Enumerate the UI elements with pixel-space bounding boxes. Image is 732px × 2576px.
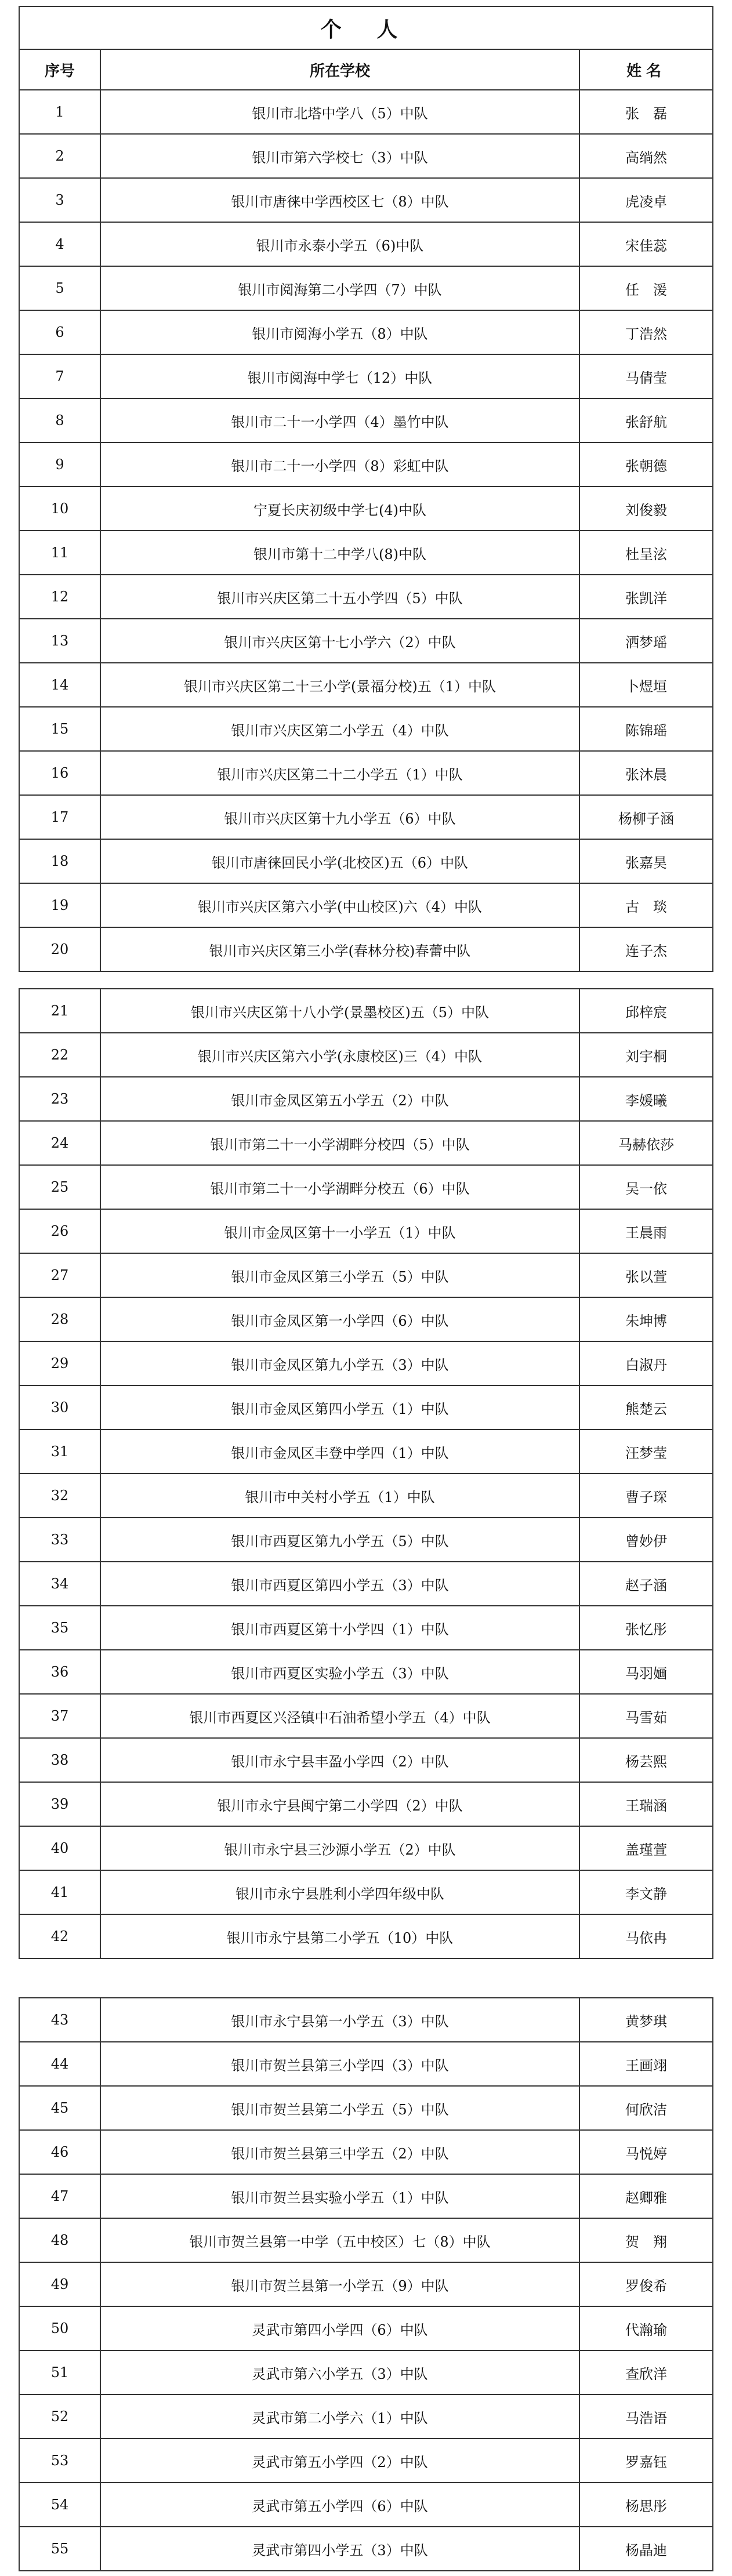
name-cell: 熊楚云 [625, 1401, 667, 1417]
name-cell: 吴一依 [625, 1180, 667, 1197]
name-cell: 赵卿雅 [625, 2189, 667, 2206]
school-cell: 银川市兴庆区第二小学五（4）中队 [101, 708, 580, 750]
table-row [19, 1210, 713, 1254]
school-cell: 银川市兴庆区第六小学(中山校区)六（4）中队 [101, 884, 580, 927]
table-row [19, 487, 713, 531]
seq-cell: 9 [20, 443, 101, 486]
seq-cell: 54 [20, 2483, 101, 2526]
name-cell: 张舒航 [625, 413, 667, 430]
table-row [19, 2527, 713, 2571]
table-row [19, 443, 713, 487]
seq-cell: 35 [20, 1606, 101, 1649]
table-row [19, 90, 713, 135]
name-cell: 丁浩然 [625, 325, 667, 342]
school-cell: 银川市贺兰县第三中学五（2）中队 [101, 2131, 580, 2174]
seq-cell: 7 [20, 355, 101, 398]
school-cell: 银川市第六学校七（3）中队 [101, 135, 580, 177]
table-row [19, 2131, 713, 2175]
table-row [19, 223, 713, 267]
table-row [19, 884, 713, 928]
table-row [19, 2351, 713, 2395]
name-cell: 马浩语 [625, 2410, 667, 2426]
page-title: 个 人 [19, 7, 713, 50]
table-block-1 [19, 6, 713, 972]
seq-cell: 52 [20, 2395, 101, 2438]
table-row [19, 1871, 713, 1915]
seq-cell: 15 [20, 708, 101, 750]
school-cell: 银川市永宁县闽宁第二小学四（2）中队 [101, 1783, 580, 1826]
name-cell: 汪梦莹 [625, 1445, 667, 1461]
name-cell: 张忆彤 [625, 1621, 667, 1638]
seq-cell: 21 [20, 989, 101, 1032]
school-cell: 灵武市第六小学五（3）中队 [101, 2351, 580, 2394]
table-row [19, 355, 713, 399]
table-row [19, 1430, 713, 1474]
table-row [19, 1606, 713, 1650]
school-cell: 银川市西夏区兴泾镇中石油希望小学五（4）中队 [101, 1695, 580, 1737]
school-cell: 银川市二十一小学四（4）墨竹中队 [101, 399, 580, 442]
name-cell: 张 磊 [625, 105, 667, 122]
table-row [19, 989, 713, 1033]
table-header [19, 50, 713, 90]
table-row [19, 1386, 713, 1430]
table-row [19, 2307, 713, 2351]
school-cell: 银川市阅海第二小学四（7）中队 [101, 267, 580, 310]
table-block-3 [19, 1997, 713, 2571]
table-row [19, 399, 713, 443]
school-cell: 银川市兴庆区第二十二小学五（1）中队 [101, 752, 580, 794]
name-cell: 代瀚瑜 [625, 2321, 667, 2338]
seq-cell: 55 [20, 2527, 101, 2570]
name-cell: 邱梓宸 [625, 1004, 667, 1021]
name-cell: 马赫依莎 [618, 1136, 674, 1153]
table-row [19, 575, 713, 619]
name-cell: 杨柳子涵 [618, 810, 674, 827]
school-cell: 灵武市第四小学五（3）中队 [101, 2527, 580, 2570]
seq-cell: 43 [20, 1998, 101, 2041]
table-row [19, 1783, 713, 1827]
seq-cell: 18 [20, 840, 101, 883]
school-cell: 灵武市第五小学四（6）中队 [101, 2483, 580, 2526]
school-cell: 银川市阅海小学五（8）中队 [101, 311, 580, 354]
seq-cell: 38 [20, 1739, 101, 1782]
name-cell: 张嘉昊 [625, 854, 667, 871]
name-cell: 罗嘉钰 [625, 2454, 667, 2470]
name-cell: 李文静 [625, 1885, 667, 1902]
table-row [19, 2175, 713, 2219]
seq-cell: 44 [20, 2042, 101, 2085]
school-cell: 银川市兴庆区第二十五小学四（5）中队 [101, 575, 580, 618]
name-cell: 马雪茹 [625, 1709, 667, 1726]
school-cell: 灵武市第二小学六（1）中队 [101, 2395, 580, 2438]
school-cell: 银川市金凤区丰登中学四（1）中队 [101, 1430, 580, 1473]
table-row [19, 1998, 713, 2042]
school-cell: 银川市贺兰县第二小学五（5）中队 [101, 2087, 580, 2129]
table-row [19, 531, 713, 575]
name-cell: 洒梦瑶 [625, 634, 667, 651]
header-name: 姓名 [626, 62, 666, 80]
name-cell: 何欣洁 [625, 2101, 667, 2118]
table-row [19, 2263, 713, 2307]
seq-cell: 20 [20, 928, 101, 971]
seq-cell: 2 [20, 135, 101, 177]
table-row [19, 1033, 713, 1077]
table-row [19, 179, 713, 223]
name-cell: 陈锦瑶 [625, 722, 667, 739]
seq-cell: 19 [20, 884, 101, 927]
school-cell: 银川市第二十一小学湖畔分校五（6）中队 [101, 1166, 580, 1209]
name-cell: 罗俊希 [625, 2277, 667, 2294]
name-cell: 连子杰 [625, 942, 667, 959]
seq-cell: 4 [20, 223, 101, 266]
table-row [19, 1915, 713, 1959]
name-cell: 王画翊 [625, 2057, 667, 2074]
name-cell: 张以萱 [625, 1268, 667, 1285]
name-cell: 刘俊毅 [625, 502, 667, 518]
seq-cell: 29 [20, 1342, 101, 1385]
seq-cell: 6 [20, 311, 101, 354]
school-cell: 银川市二十一小学四（8）彩虹中队 [101, 443, 580, 486]
school-cell: 银川市贺兰县实验小学五（1）中队 [101, 2175, 580, 2218]
table-row [19, 708, 713, 752]
name-cell: 马倩莹 [625, 369, 667, 386]
table-row [19, 1827, 713, 1871]
table-row [19, 1518, 713, 1562]
school-cell: 银川市永宁县胜利小学四年级中队 [101, 1871, 580, 1914]
name-cell: 张沐晨 [625, 766, 667, 783]
seq-cell: 46 [20, 2131, 101, 2174]
name-cell: 李媛曦 [625, 1092, 667, 1109]
seq-cell: 28 [20, 1298, 101, 1341]
school-cell: 银川市金凤区第四小学五（1）中队 [101, 1386, 580, 1429]
seq-cell: 31 [20, 1430, 101, 1473]
table-block-2 [19, 988, 713, 1959]
name-cell: 王晨雨 [625, 1224, 667, 1241]
school-cell: 银川市贺兰县第一小学五（9）中队 [101, 2263, 580, 2306]
school-cell: 银川市西夏区第四小学五（3）中队 [101, 1562, 580, 1605]
seq-cell: 10 [20, 487, 101, 530]
table-row [19, 1562, 713, 1606]
school-cell: 银川市金凤区第十一小学五（1）中队 [101, 1210, 580, 1253]
seq-cell: 33 [20, 1518, 101, 1561]
table-row [19, 135, 713, 179]
name-cell: 张凯洋 [625, 590, 667, 607]
school-cell: 银川市金凤区第九小学五（3）中队 [101, 1342, 580, 1385]
seq-cell: 47 [20, 2175, 101, 2218]
seq-cell: 26 [20, 1210, 101, 1253]
seq-cell: 36 [20, 1650, 101, 1693]
seq-cell: 13 [20, 619, 101, 662]
name-cell: 马依冉 [625, 1929, 667, 1946]
school-cell: 银川市第二十一小学湖畔分校四（5）中队 [101, 1122, 580, 1164]
school-cell: 灵武市第五小学四（2）中队 [101, 2439, 580, 2482]
name-cell: 宋佳蕊 [625, 237, 667, 254]
school-cell: 银川市兴庆区第十七小学六（2）中队 [101, 619, 580, 662]
name-cell: 贺 翔 [625, 2233, 667, 2250]
school-cell: 银川市兴庆区第十九小学五（6）中队 [101, 796, 580, 839]
table-row [19, 2395, 713, 2439]
seq-cell: 12 [20, 575, 101, 618]
table-row [19, 1474, 713, 1518]
name-cell: 查欣洋 [625, 2365, 667, 2382]
table-row [19, 1298, 713, 1342]
name-cell: 朱坤博 [625, 1312, 667, 1329]
seq-cell: 48 [20, 2219, 101, 2262]
table-row [19, 2042, 713, 2087]
table-row [19, 1254, 713, 1298]
seq-cell: 37 [20, 1695, 101, 1737]
name-cell: 古 琰 [625, 898, 667, 915]
seq-cell: 39 [20, 1783, 101, 1826]
seq-cell: 11 [20, 531, 101, 574]
seq-cell: 30 [20, 1386, 101, 1429]
header-school: 所在学校 [101, 50, 580, 89]
name-cell: 白淑丹 [625, 1356, 667, 1373]
header-seq: 序号 [20, 50, 101, 89]
school-cell: 银川市西夏区第九小学五（5）中队 [101, 1518, 580, 1561]
school-cell: 宁夏长庆初级中学七(4)中队 [101, 487, 580, 530]
name-cell: 杨思彤 [625, 2498, 667, 2515]
name-cell: 马悦婷 [625, 2145, 667, 2162]
table-row [19, 796, 713, 840]
seq-cell: 5 [20, 267, 101, 310]
school-cell: 银川市北塔中学八（5）中队 [101, 90, 580, 133]
name-cell: 曹子琛 [625, 1489, 667, 1505]
table-row [19, 752, 713, 796]
seq-cell: 3 [20, 179, 101, 222]
school-cell: 银川市永宁县三沙源小学五（2）中队 [101, 1827, 580, 1870]
school-cell: 银川市兴庆区第十八小学(景墨校区)五（5）中队 [101, 989, 580, 1032]
seq-cell: 8 [20, 399, 101, 442]
school-cell: 银川市永宁县丰盈小学四（2）中队 [101, 1739, 580, 1782]
seq-cell: 17 [20, 796, 101, 839]
table-row [19, 840, 713, 884]
school-cell: 银川市唐徕中学西校区七（8）中队 [101, 179, 580, 222]
seq-cell: 49 [20, 2263, 101, 2306]
name-cell: 杨晶迪 [625, 2542, 667, 2559]
seq-cell: 27 [20, 1254, 101, 1297]
school-cell: 银川市金凤区第三小学五（5）中队 [101, 1254, 580, 1297]
seq-cell: 22 [20, 1033, 101, 1076]
seq-cell: 25 [20, 1166, 101, 1209]
name-cell: 高绱然 [625, 149, 667, 166]
school-cell: 银川市兴庆区第二十三小学(景福分校)五（1）中队 [101, 663, 580, 706]
table-row [19, 311, 713, 355]
table-row [19, 1650, 713, 1695]
school-cell: 银川市中关村小学五（1）中队 [101, 1474, 580, 1517]
school-cell: 银川市永宁县第二小学五（10）中队 [101, 1915, 580, 1958]
seq-cell: 42 [20, 1915, 101, 1958]
name-cell: 杨芸熙 [625, 1753, 667, 1770]
seq-cell: 41 [20, 1871, 101, 1914]
name-cell: 杜呈泫 [625, 546, 667, 563]
school-cell: 银川市金凤区第五小学五（2）中队 [101, 1077, 580, 1120]
school-cell: 灵武市第四小学四（6）中队 [101, 2307, 580, 2350]
school-cell: 银川市贺兰县第三小学四（3）中队 [101, 2042, 580, 2085]
table-row [19, 928, 713, 972]
table-row [19, 1342, 713, 1386]
school-cell: 银川市兴庆区第六小学(永康校区)三（4）中队 [101, 1033, 580, 1076]
name-cell: 马羽婳 [625, 1665, 667, 1682]
name-cell: 黄梦琪 [625, 2013, 667, 2030]
school-cell: 银川市永宁县第一小学五（3）中队 [101, 1998, 580, 2041]
seq-cell: 1 [20, 90, 101, 133]
name-cell: 盖瑾萱 [625, 1841, 667, 1858]
name-cell: 任 湲 [625, 281, 667, 298]
table-row [19, 1122, 713, 1166]
seq-cell: 14 [20, 663, 101, 706]
name-cell: 赵子涵 [625, 1577, 667, 1594]
name-cell: 王瑞涵 [625, 1797, 667, 1814]
school-cell: 银川市兴庆区第三小学(春林分校)春蕾中队 [101, 928, 580, 971]
table-row [19, 267, 713, 311]
table-row [19, 2219, 713, 2263]
table-row [19, 1077, 713, 1122]
table-row [19, 663, 713, 708]
school-cell: 银川市贺兰县第一中学（五中校区）七（8）中队 [101, 2219, 580, 2262]
name-cell: 卜煜垣 [625, 678, 667, 695]
seq-cell: 53 [20, 2439, 101, 2482]
table-row [19, 1739, 713, 1783]
seq-cell: 24 [20, 1122, 101, 1164]
seq-cell: 34 [20, 1562, 101, 1605]
school-cell: 银川市唐徕回民小学(北校区)五（6）中队 [101, 840, 580, 883]
school-cell: 银川市永泰小学五（6)中队 [101, 223, 580, 266]
name-cell: 张朝德 [625, 458, 667, 474]
table-row [19, 2439, 713, 2483]
table-row [19, 1166, 713, 1210]
school-cell: 银川市西夏区第十小学四（1）中队 [101, 1606, 580, 1649]
seq-cell: 40 [20, 1827, 101, 1870]
seq-cell: 32 [20, 1474, 101, 1517]
seq-cell: 51 [20, 2351, 101, 2394]
school-cell: 银川市阅海中学七（12）中队 [101, 355, 580, 398]
school-cell: 银川市金凤区第一小学四（6）中队 [101, 1298, 580, 1341]
name-cell: 虎凌卓 [625, 193, 667, 210]
table-row [19, 1695, 713, 1739]
table-row [19, 2483, 713, 2527]
seq-cell: 23 [20, 1077, 101, 1120]
name-cell: 刘宇桐 [625, 1048, 667, 1065]
seq-cell: 45 [20, 2087, 101, 2129]
table-row [19, 619, 713, 663]
table-row [19, 2087, 713, 2131]
seq-cell: 16 [20, 752, 101, 794]
name-cell: 曾妙伊 [625, 1533, 667, 1550]
school-cell: 银川市第十二中学八(8)中队 [101, 531, 580, 574]
seq-cell: 50 [20, 2307, 101, 2350]
school-cell: 银川市西夏区实验小学五（3）中队 [101, 1650, 580, 1693]
